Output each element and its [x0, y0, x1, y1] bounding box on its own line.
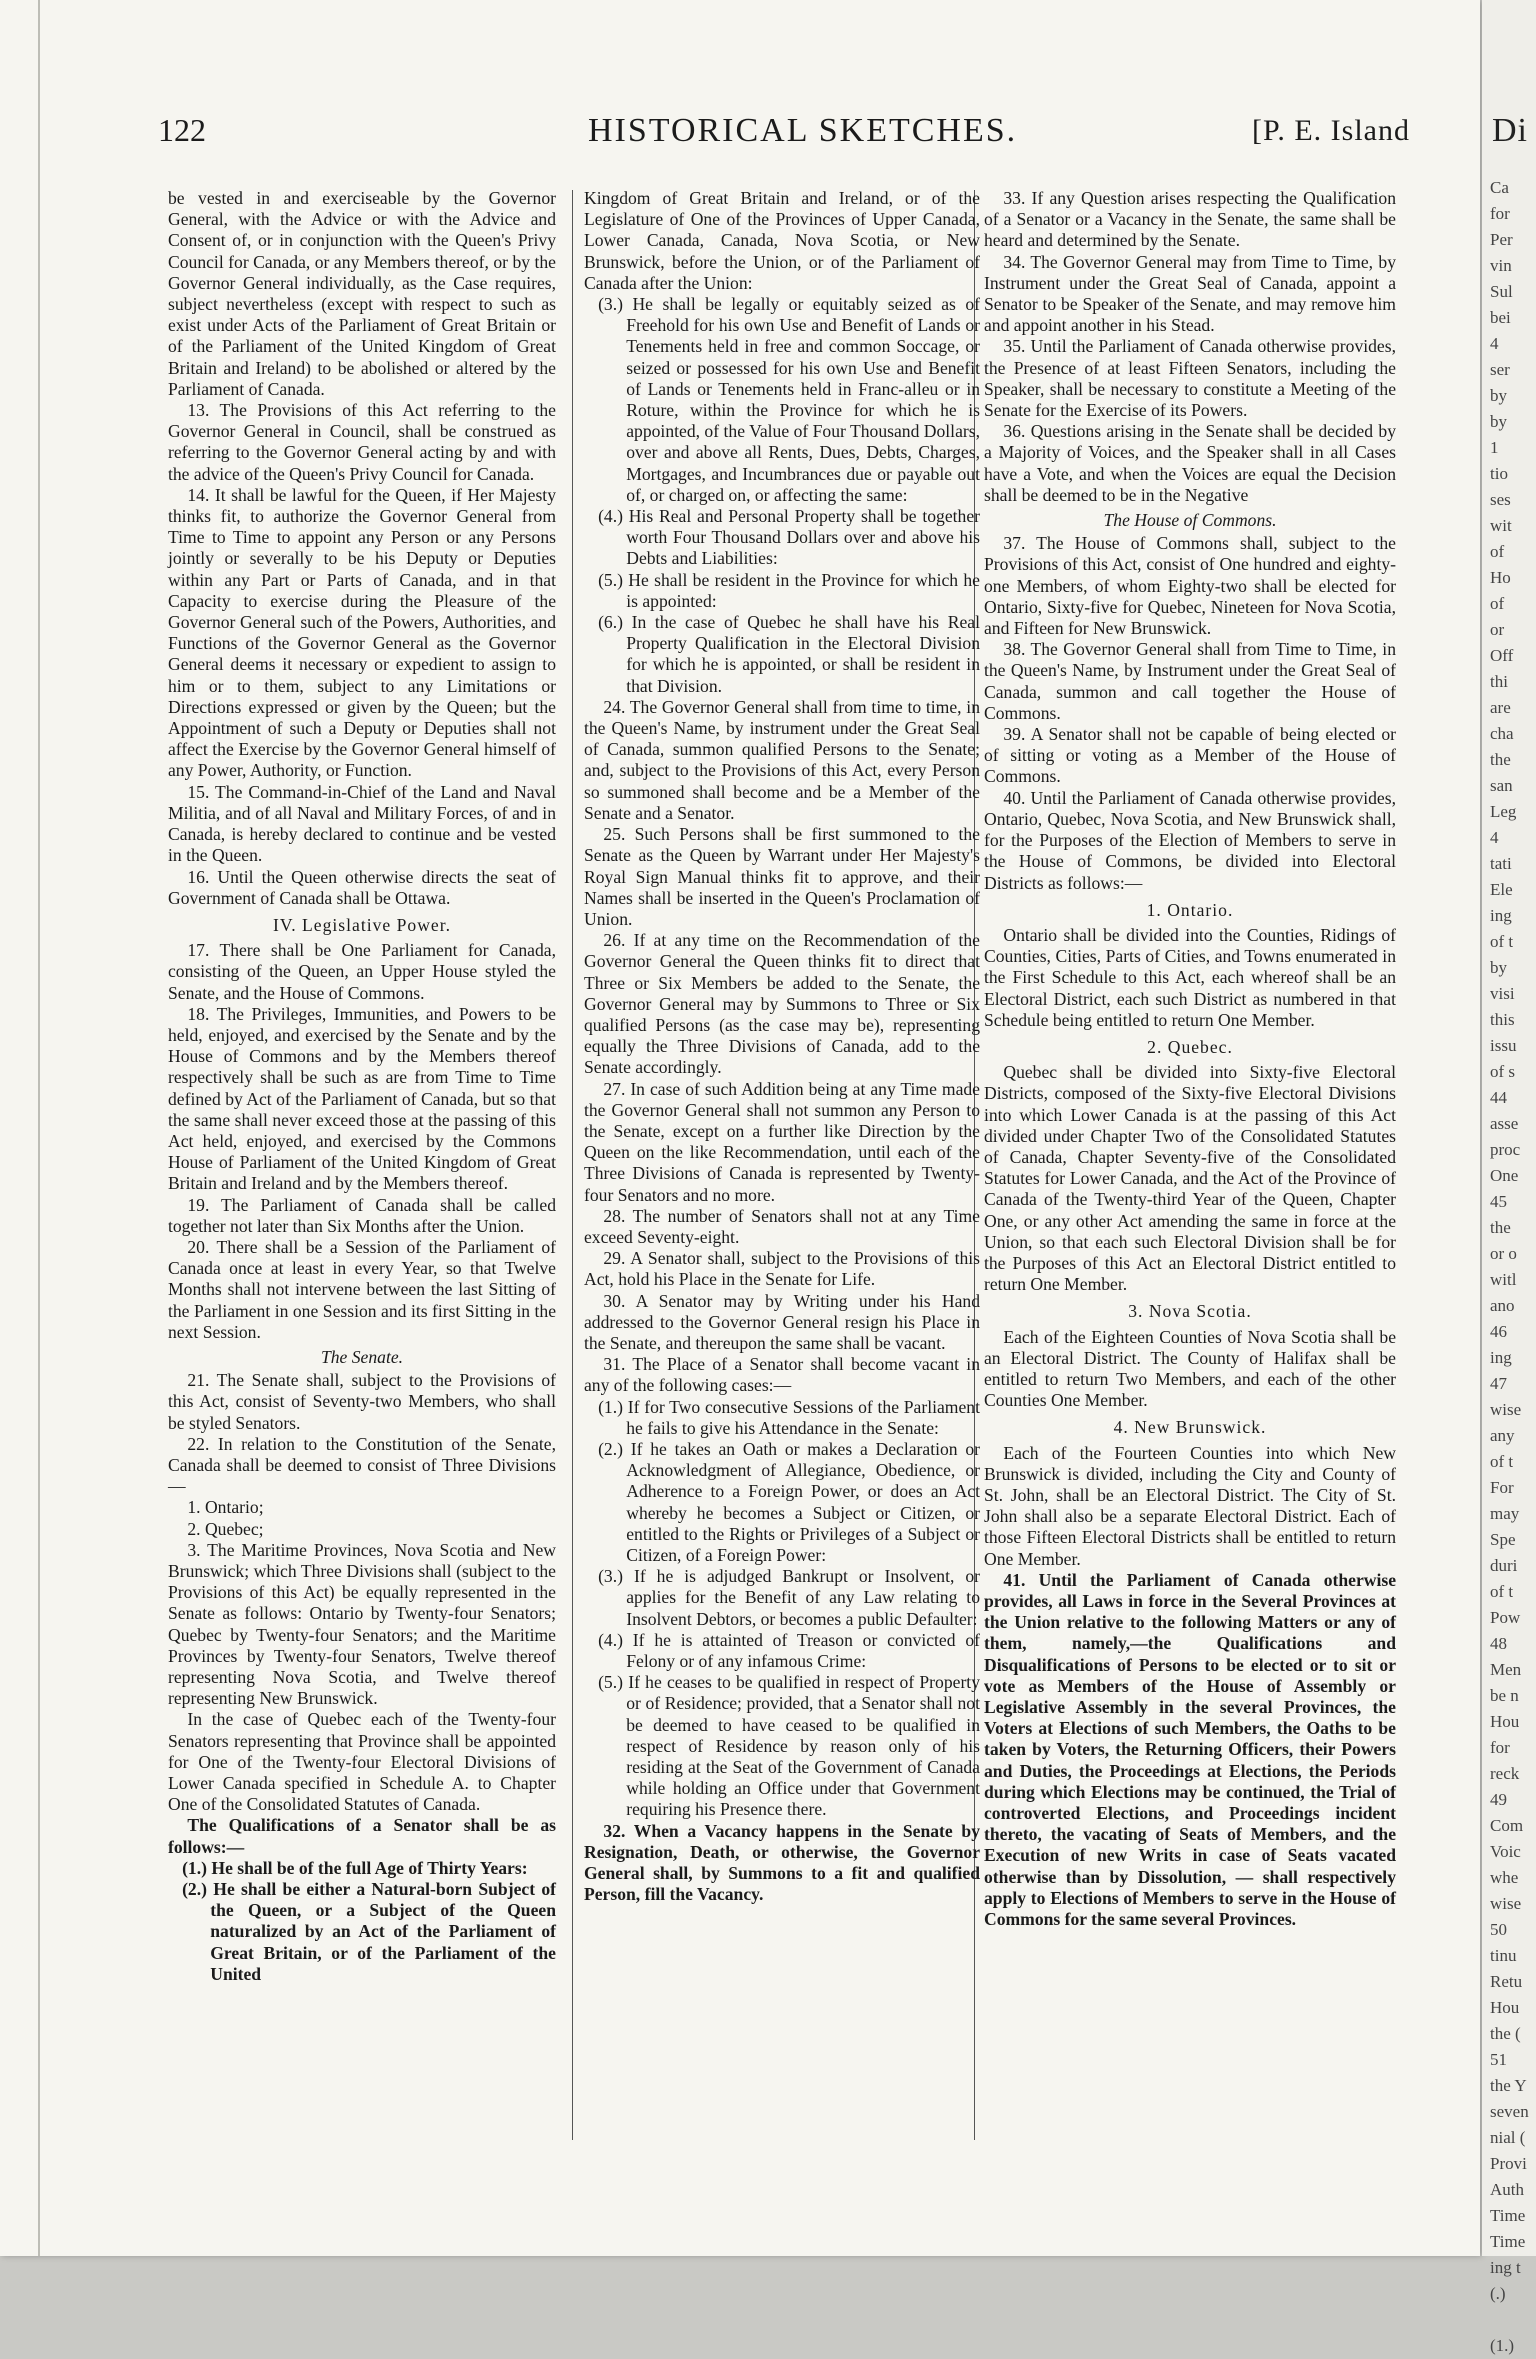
paragraph: 3. The Maritime Provinces, Nova Scotia and New Brunswick; which Three Divisions shall (subject to the Provisions of this Act) be equally represented in the Senate as follows: Ontario by Twenty-four Senators; Quebec by Twenty-four Senators; and the Maritime Provinces by Twenty-four Senators, Twelve thereof representing Nova Scotia, and Twelve thereof representing New Brunswick. [168, 1539, 556, 1709]
text-column-middle [584, 188, 980, 2148]
list-item: (1.) If for Two consecutive Sessions of the Parliament he fails to give his Attendance in the Senate: [598, 1396, 980, 1438]
paragraph: 22. In relation to the Constitution of the Senate, Canada shall be deemed to consist of Three Divisions— [168, 1433, 556, 1497]
paragraph: 41. Until the Parliament of Canada otherwise provides, all Laws in force in the Several Provinces at the Union relative to the following Matters or any of them, namely,—the Qualifications and Disqualifications of Persons to be elected or to sit or vote as Members of the House of Assembly or Legislative Assembly in the several Provinces, the Voters at Elections of such Members, the Oaths to be taken by Voters, the Returning Officers, their Powers and Duties, the Proceedings at Elections, the Periods during which Elections may be continued, the Trial of controverted Elections, and Proceedings incident thereto, the vacating of Seats of Members, and the Execution of new Writs in case of Seats vacated otherwise than by Dissolution, — shall respectively apply to Elections of Members to serve in the House of Commons for the same several Provinces. [984, 1569, 1396, 1930]
paragraph: 40. Until the Parliament of Canada otherwise provides, Ontario, Quebec, Nova Scotia, and New Brunswick shall, for the Purposes of the Election of Members to serve in the House of Commons, be divided into Electoral Districts as follows:— [984, 787, 1396, 893]
paragraph: 13. The Provisions of this Act referring to the Governor General in Council, shall be construed as referring to the Governor General acting by and with the advice of the Queen's Privy Council for Canada. [168, 400, 556, 484]
section-heading: 2. Quebec. [1147, 1036, 1233, 1057]
paragraph: 15. The Command-in-Chief of the Land and Naval Militia, and of all Naval and Military Forces, of and in Canada, is hereby declared to continue and be vested in the Queen. [168, 781, 556, 866]
list-item: (2.) He shall be either a Natural-born Subject of the Queen, or a Subject of the Queen naturalized by an Act of the Parliament of Great Britain, or of the Parliament of the United [182, 1879, 556, 1984]
list-item: (5.) If he ceases to be qualified in respect of Property or of Residence; provided, that a Senator shall not be deemed to have ceased to be qualified in respect of Residence by reason only of his residing at the Seat of the Government of Canada while holding an Office under that Government requiring his Presence there. [598, 1672, 980, 1820]
running-title: HISTORICAL SKETCHES. [588, 112, 1018, 149]
paragraph: 37. The House of Commons shall, subject to the Provisions of this Act, consist of One hundred and eighty-one Members, of whom Eighty-two shall be elected for Ontario, Sixty-five for Quebec, Nineteen for Nova Scotia, and Fifteen for New Brunswick. [984, 533, 1396, 639]
page-number: 122 [158, 112, 206, 148]
paragraph: 27. In case of such Addition being at any Time made the Governor General shall not summon any Person to the Senate, except on a further like Direction by the Queen on the like Recommendation, until each of the Three Divisions of Canada is represented by Twenty-four Senators and no more. [584, 1078, 980, 1205]
paragraph: 16. Until the Queen otherwise directs the seat of Government of Canada shall be Ottawa. [168, 866, 556, 908]
column-rule [572, 190, 573, 2140]
paragraph: 17. There shall be One Parliament for Canada, consisting of the Queen, an Upper House styled the Senate, and the House of Commons. [168, 940, 556, 1003]
paragraph: 20. There shall be a Session of the Parliament of Canada once at least in every Year, so that Twelve Months shall not intervene between the last Sitting of the Parliament in one Session and its first Sitting in the next Session. [168, 1236, 556, 1342]
page-header [158, 108, 1410, 158]
list-item: (3.) He shall be legally or equitably seized as of Freehold for his own Use and Benefit of Lands or Tenements held in free and common Soccage, or seized or possessed for his own Use and Benefit of Lands or Tenements held in Franc-alleu or in Roture, within the Province for which he is appointed, of the Value of Four Thousand Dollars, over and above all Rents, Dues, Debts, Charges, Mortgages, and Incumbrances due or payable out of, or charged on, or affecting the same: [598, 294, 980, 505]
paragraph: 31. The Place of a Senator shall become vacant in any of the following cases:— [584, 1354, 980, 1396]
list-item: (2.) If he takes an Oath or makes a Declaration or Acknowledgment of Allegiance, Obedience, or Adherence to a Foreign Power, or does an Act whereby he becomes a Subject or Citizen, or entitled to the Rights or Privileges of a Subject or Citizen, of a Foreign Power: [598, 1438, 980, 1565]
next-page-header: Di [1492, 112, 1528, 149]
section-subheading: The Senate. [320, 1346, 404, 1367]
list-item: (1.) He shall be of the full Age of Thirty Years: [182, 1857, 528, 1878]
list-item: (6.) In the case of Quebec he shall have his Real Property Qualification in the Electoral Division for which he is appointed, or shall be resident in that Division. [598, 612, 980, 696]
paragraph: 24. The Governor General shall from time to time, in the Queen's Name, by instrument under the Great Seal of Canada, summon qualified Persons to the Senate; and, subject to the Provisions of this Act, every Person so summoned shall become and be a Member of the Senate and a Senator. [584, 696, 980, 823]
next-page-fragments: Ca for Per vin Sul bei 4 ser by by 1 tio ses wit of Ho of or Off thi are cha the san Leg 4 tati Ele ing of t by visi this issu of s 44 asse proc One 45 the or o witl ano 46 ing 47 wise any of t For may Spe duri of t Pow 48 Men be n Hou for reck 49 Com Voic whe wise 50 tinu Retu Hou the ( 51 the Y seven nial ( Provi Auth Time Time ing t (.) (1.) [1490, 178, 1529, 2355]
section-tag: [P. E. Island [1252, 114, 1410, 147]
paragraph: 33. If any Question arises respecting the Qualification of a Senator or a Vacancy in the Senate, the same shall be heard and determined by the Senate. [984, 188, 1396, 251]
section-subheading: The House of Commons. [1103, 510, 1277, 531]
paragraph: 39. A Senator shall not be capable of being elected or of sitting or voting as a Member of the House of Commons. [984, 724, 1396, 787]
paragraph: 14. It shall be lawful for the Queen, if Her Majesty thinks fit, to authorize the Governor General from Time to Time to appoint any Person or any Persons jointly or severally to be his Deputy or Deputies within any Part or Parts of Canada, and in that Capacity to exercise during the Pleasure of the Governor General such of the Powers, Authorities, and Functions of the Governor General as the Governor General deems it necessary or expedient to assign to him or to them, subject to any Limitations or Directions expressed or given by the Queen; but the Appointment of such a Deputy or Deputies shall not affect the Exercise by the Governor General himself of any Power, Authority, or Function. [168, 484, 556, 781]
paragraph: 2. Quebec; [187, 1518, 264, 1539]
paragraph: The Qualifications of a Senator shall be as follows:— [168, 1815, 556, 1857]
paragraph: Each of the Eighteen Counties of Nova Scotia shall be an Electoral District. The County of Halifax shall be entitled to return Two Members, and each of the other Counties One Member. [984, 1326, 1396, 1411]
paragraph: 35. Until the Parliament of Canada otherwise provides, the Presence of at least Fifteen Senators, including the Speaker, shall be necessary to constitute a Meeting of the Senate for the Exercise of its Powers. [984, 336, 1396, 421]
paragraph: 25. Such Persons shall be first summoned to the Senate as the Queen by Warrant under Her Majesty's Royal Sign Manual thinks fit to approve, and their Names shall be inserted in the Queen's Proclamation of Union. [584, 824, 980, 929]
paragraph: Quebec shall be divided into Sixty-five Electoral Districts, composed of the Sixty-five Electoral Divisions into which Lower Canada is at the passing of this Act divided under Chapter Two of the Consolidated Statutes of Canada, Chapter Seventy-five of the Consolidated Statutes for Lower Canada, and the Act of the Province of Canada of the Twenty-third Year of the Queen, Chapter One, or any other Act amending the same in force at the Union, so that each such Electoral Division shall be for the Purposes of this Act an Electoral District entitled to return One Member. [984, 1062, 1396, 1295]
paragraph: Each of the Fourteen Counties into which New Brunswick is divided, including the City and County of St. John, shall be an Electoral District. The City of St. John shall also be a separate Electoral District. Each of those Fifteen Electoral Districts shall be entitled to return One Member. [984, 1442, 1396, 1569]
list-item: (3.) If he is adjudged Bankrupt or Insolvent, or applies for the Benefit of any Law relating to Insolvent Debtors, or becomes a public Defaulter: [598, 1566, 980, 1629]
section-heading: IV. Legislative Power. [272, 914, 452, 935]
list-item: (4.) His Real and Personal Property shall be together worth Four Thousand Dollars over and above his Debts and Liabilities: [598, 506, 980, 569]
section-heading: 4. New Brunswick. [1113, 1417, 1267, 1438]
paragraph: 32. When a Vacancy happens in the Senate by Resignation, Death, or otherwise, the Governor General shall, by Summons to a fit and qualified Person, fill the Vacancy. [584, 1820, 980, 1905]
paragraph: 1. Ontario; [187, 1497, 264, 1518]
paragraph: 18. The Privileges, Immunities, and Powers to be held, enjoyed, and exercised by the Senate and by the House of Commons and by the Members thereof respectively shall be such as are from Time to Time defined by Act of the Parliament of Canada, but so that the same shall never exceed those at the passing of this Act held, enjoyed, and exercised by the Commons House of Parliament of the United Kingdom of Great Britain and Ireland and by the Members thereof. [168, 1003, 556, 1194]
paragraph: 38. The Governor General shall from Time to Time, in the Queen's Name, by Instrument under the Great Seal of Canada, summon and call together the House of Commons. [984, 639, 1396, 723]
list-item: (4.) If he is attainted of Treason or convicted of Felony or of any infamous Crime: [598, 1629, 980, 1672]
paragraph: 30. A Senator may by Writing under his Hand addressed to the Governor General resign his Place in the Senate, and thereupon the same shall be vacant. [584, 1290, 980, 1353]
paragraph: 26. If at any time on the Recommendation of the Governor General the Queen thinks fit to direct that Three or Six Members be added to the Senate, the Governor General may by Summons to Three or Six qualified Persons (as the case may be), representing equally the Three Divisions of Canada, add to the Senate accordingly. [584, 930, 980, 1078]
paragraph: 36. Questions arising in the Senate shall be decided by a Majority of Voices, and the Speaker shall in all Cases have a Vote, and when the Voices are equal the Decision shall be deemed to be in the Negative [984, 421, 1396, 505]
next-page-edge [1482, 0, 1536, 2355]
text-column-right [984, 188, 1396, 2148]
paragraph: In the case of Quebec each of the Twenty-four Senators representing that Province shall be appointed for One of the Twenty-four Electoral Divisions of Lower Canada specified in Schedule A. to Chapter One of the Consolidated Statutes of Canada. [168, 1709, 556, 1815]
paragraph: 21. The Senate shall, subject to the Provisions of this Act, consist of Seventy-two Members, who shall be styled Senators. [168, 1370, 556, 1433]
paragraph: Ontario shall be divided into the Counties, Ridings of Counties, Cities, Parts of Cities, and Towns enumerated in the First Schedule to this Act, each whereof shall be an Electoral District, each such District as numbered in that Schedule being entitled to return One Member. [984, 924, 1396, 1030]
paragraph: 28. The number of Senators shall not at any Time exceed Seventy-eight. [584, 1205, 980, 1247]
paragraph: Kingdom of Great Britain and Ireland, or of the Legislature of One of the Provinces of Upper Canada, Lower Canada, Canada, Nova Scotia, or New Brunswick, before the Union, or of the Parliament of Canada after the Union: [584, 188, 980, 293]
paragraph: be vested in and exerciseable by the Governor General, with the Advice or with the Advice and Consent of, or in conjunction with the Queen's Privy Council for Canada, or any Members thereof, or by the Governor General individually, as the Case requires, subject nevertheless (except with respect to such as exist under Acts of the Parliament of Great Britain or of the Parliament of the United Kingdom of Great Britain and Ireland) to be abolished or altered by the Parliament of Canada. [168, 188, 556, 399]
paragraph: 29. A Senator shall, subject to the Provisions of this Act, hold his Place in the Senate for Life. [584, 1248, 980, 1290]
section-heading: 1. Ontario. [1146, 899, 1234, 920]
list-item: (5.) He shall be resident in the Province for which he is appointed: [598, 569, 980, 611]
paragraph: 19. The Parliament of Canada shall be called together not later than Six Months after the Union. [168, 1194, 556, 1236]
text-column-left [168, 188, 556, 2148]
section-heading: 3. Nova Scotia. [1128, 1301, 1252, 1322]
paragraph: 34. The Governor General may from Time to Time, by Instrument under the Great Seal of Canada, appoint a Senator to be Speaker of the Senate, and may remove him and appoint another in his Stead. [984, 251, 1396, 336]
